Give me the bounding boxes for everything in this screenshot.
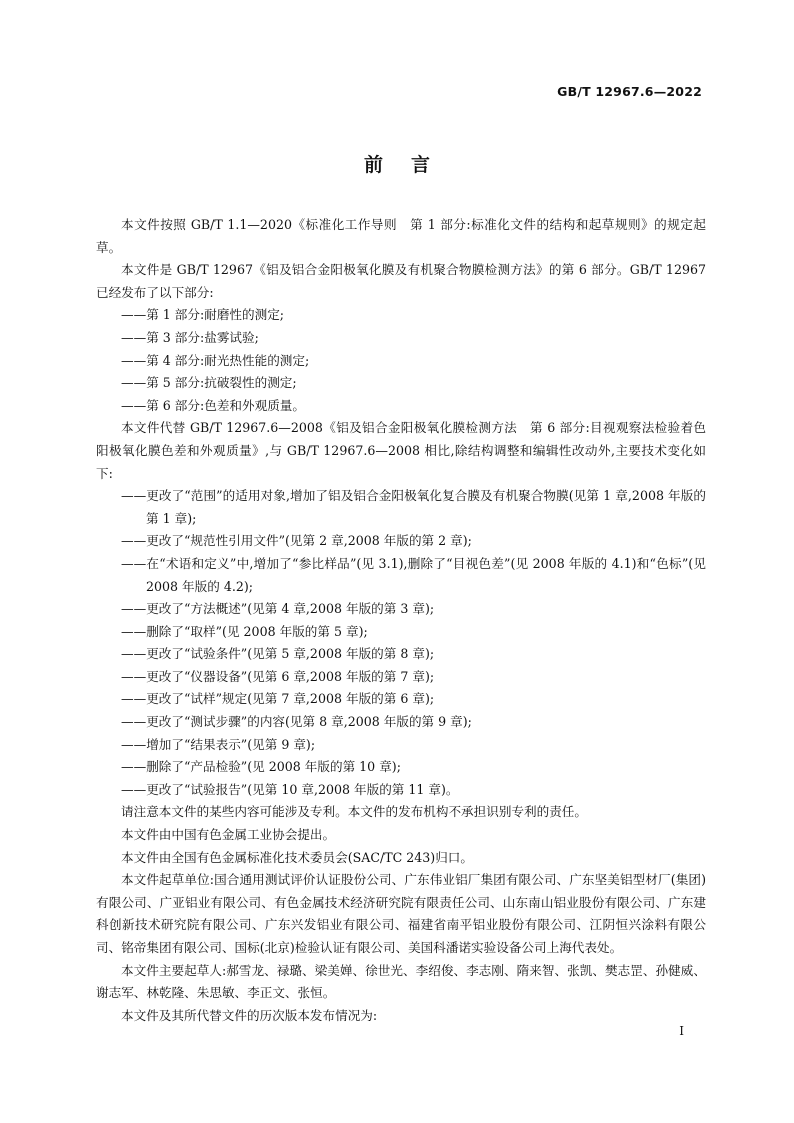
list-item: ——更改了“规范性引用文件”(见第 2 章,2008 年版的第 2 章);	[121, 533, 472, 549]
list-item: ——更改了“测试步骤”的内容(见第 8 章,2008 年版的第 9 章);	[121, 714, 472, 730]
list-item: ——第 3 部分:盐雾试验;	[121, 329, 259, 345]
paragraph: 本文件由全国有色金属标准化技术委员会(SAC/TC 243)归口。	[121, 849, 473, 865]
paragraph: 请注意本文件的某些内容可能涉及专利。本文件的发布机构不承担识别专利的责任。	[121, 804, 587, 820]
list-item: ——删除了“取样”(见 2008 年版的第 5 章);	[121, 623, 368, 639]
list-item: ——更改了“仪器设备”(见第 6 章,2008 年版的第 7 章);	[121, 668, 435, 684]
list-item: ——在“术语和定义”中,增加了“参比样品”(见 3.1),删除了“目视色差”(见 2008 年版的 4.1)和“色标”(见 2008 年版的 4.2);	[121, 555, 706, 594]
page-title: 前言	[363, 154, 458, 176]
list-item: ——更改了“试验报告”(见第 10 章,2008 年版的第 11 章)。	[121, 781, 459, 797]
list-item: ——更改了“试验条件”(见第 5 章,2008 年版的第 8 章);	[121, 646, 435, 662]
list-item: ——更改了“范围”的适用对象,增加了铝及铝合金阳极氧化复合膜及有机聚合物膜(见第 1 章,2008 年版的第 1 章);	[121, 488, 706, 526]
list-item: ——第 4 部分:耐光热性能的测定;	[121, 352, 310, 368]
list-item: ——第 6 部分:色差和外观质量。	[121, 397, 305, 413]
paragraph: 本文件代替 GB/T 12967.6—2008《铝及铝合金阳极氧化膜检测方法 第 6 部分:目视观察法检验着色阳极氧化膜色差和外观质量》,与 GB/T 12967.6—2008 相比,除结构调整和编辑性改动外,主要技术变化如下:	[96, 420, 706, 481]
foreword-body	[96, 214, 706, 1027]
paragraph: 本文件按照 GB/T 1.1—2020《标准化工作导则 第 1 部分:标准化文件的结构和起草规则》的规定起草。	[96, 217, 706, 255]
changes-list	[96, 485, 706, 801]
paragraph: 本文件及其所代替文件的历次版本发布情况为:	[121, 1007, 378, 1023]
paragraph: 本文件由中国有色金属工业协会提出。	[121, 827, 336, 843]
paragraph: 本文件是 GB/T 12967《铝及铝合金阳极氧化膜及有机聚合物膜检测方法》的第 6 部分。GB/T 12967已经发布了以下部分:	[96, 262, 706, 300]
list-item: ——第 1 部分:耐磨性的测定;	[121, 307, 285, 323]
list-item: ——更改了“试样”规定(见第 7 章,2008 年版的第 6 章);	[121, 691, 435, 707]
list-item: ——增加了“结果表示”(见第 9 章);	[121, 736, 316, 752]
page-number: I	[679, 1024, 684, 1038]
paragraph: 本文件起草单位:国合通用测试评价认证股份公司、广东伟业铝厂集团有限公司、广东坚美铝型材厂(集团)有限公司、广亚铝业有限公司、有色金属技术经济研究院有限责任公司、山东南山铝业股份有限公司、广东建科创新技术研究院有限公司、广东兴发铝业有限公司、福建省南平铝业股份有限公司、江阴恒兴涂料有限公司、铭帝集团有限公司、国标(北京)检验认证有限公司、美国科潘诺实验设备公司上海代表处。	[96, 872, 706, 955]
parts-list	[96, 304, 706, 417]
paragraph: 本文件主要起草人:郝雪龙、禄璐、梁美婵、徐世光、李绍俊、李志刚、隋来智、张凯、樊志罡、孙健威、谢志军、林乾隆、朱思敏、李正文、张恒。	[96, 962, 706, 1001]
list-item: ——更改了“方法概述”(见第 4 章,2008 年版的第 3 章);	[121, 601, 435, 617]
list-item: ——第 5 部分:抗破裂性的测定;	[121, 375, 297, 391]
standard-number: GB/T 12967.6—2022	[557, 84, 702, 99]
list-item: ——删除了“产品检验”(见 2008 年版的第 10 章);	[121, 759, 401, 775]
